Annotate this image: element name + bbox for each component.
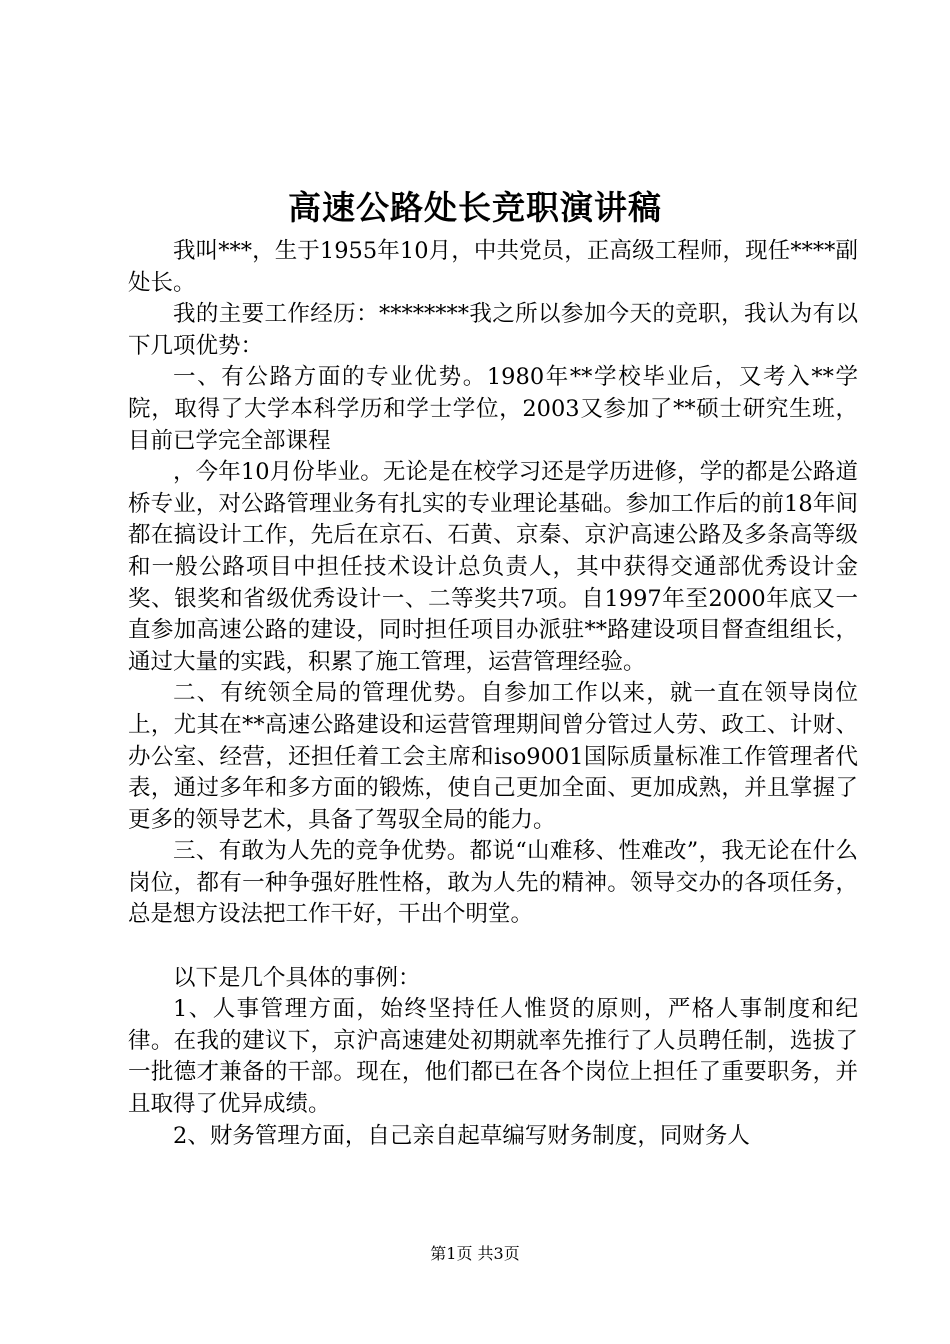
document-title: 高速公路处长竞职演讲稿 — [288, 188, 662, 227]
paragraph-intro: 我叫***，生于1955年10月，中共党员，正高级工程师，现任****副处长。 — [128, 238, 858, 296]
paragraph-examples-intro: 以下是几个具体的事例： — [173, 964, 421, 991]
paragraph-advantage-1: 一、有公路方面的专业优势。1980年**学校毕业后，又考入**学院，取得了大学本科学历和学士学位，2003又参加了**硕士研究生班，目前已学完全部课程 — [128, 364, 858, 454]
paragraph-example-2: 2、财务管理方面，自己亲自起草编写财务制度，同财务人 — [173, 1122, 750, 1149]
paragraph-example-1: 1、人事管理方面，始终坚持任人惟贤的原则，严格人事制度和纪律。在我的建议下，京沪高速建处初期就率先推行了人员聘任制，选拔了一批德才兼备的干部。现在，他们都已在各个岗位上担任了重要职务，并且取得了优异成绩。 — [128, 996, 858, 1118]
paragraph-advantage-3: 三、有敢为人先的竞争优势。都说“山难移、性难改”，我无论在什么岗位，都有一种争强好胜性格，敢为人先的精神。领导交办的各项任务，总是想方设法把工作干好，干出个明堂。 — [128, 838, 858, 928]
paragraph-advantage-2: 二、有统领全局的管理优势。自参加工作以来，就一直在领导岗位上，尤其在**高速公路建设和运营管理期间曾分管过人劳、政工、计财、办公室、经营，还担任着工会主席和iso9001国际质量标准工作管理者代表，通过多年和多方面的锻炼，使自己更加全面、更加成熟，并且掌握了更多的领导艺术，具备了驾驭全局的能力。 — [128, 680, 858, 833]
paragraph-work-history: 我的主要工作经历：********我之所以参加今天的竞职，我认为有以下几项优势： — [128, 301, 858, 359]
document-body — [128, 236, 858, 1152]
page-footer: 第1页 共3页 — [430, 1244, 520, 1263]
paragraph-advantage-1-continued: ，今年10月份毕业。无论是在校学习还是学历进修，学的都是公路道桥专业，对公路管理业务有扎实的专业理论基础。参加工作后的前18年间都在搞设计工作，先后在京石、石黄、京秦、京沪高速公路及多条高等级和一般公路项目中担任技术设计总负责人，其中获得交通部优秀设计金奖、银奖和省级优秀设计一、二等奖共7项。自1997年至2000年底又一直参加高速公路的建设，同时担任项目办派驻**路建设项目督查组组长，通过大量的实践，积累了施工管理，运营管理经验。 — [128, 459, 858, 675]
